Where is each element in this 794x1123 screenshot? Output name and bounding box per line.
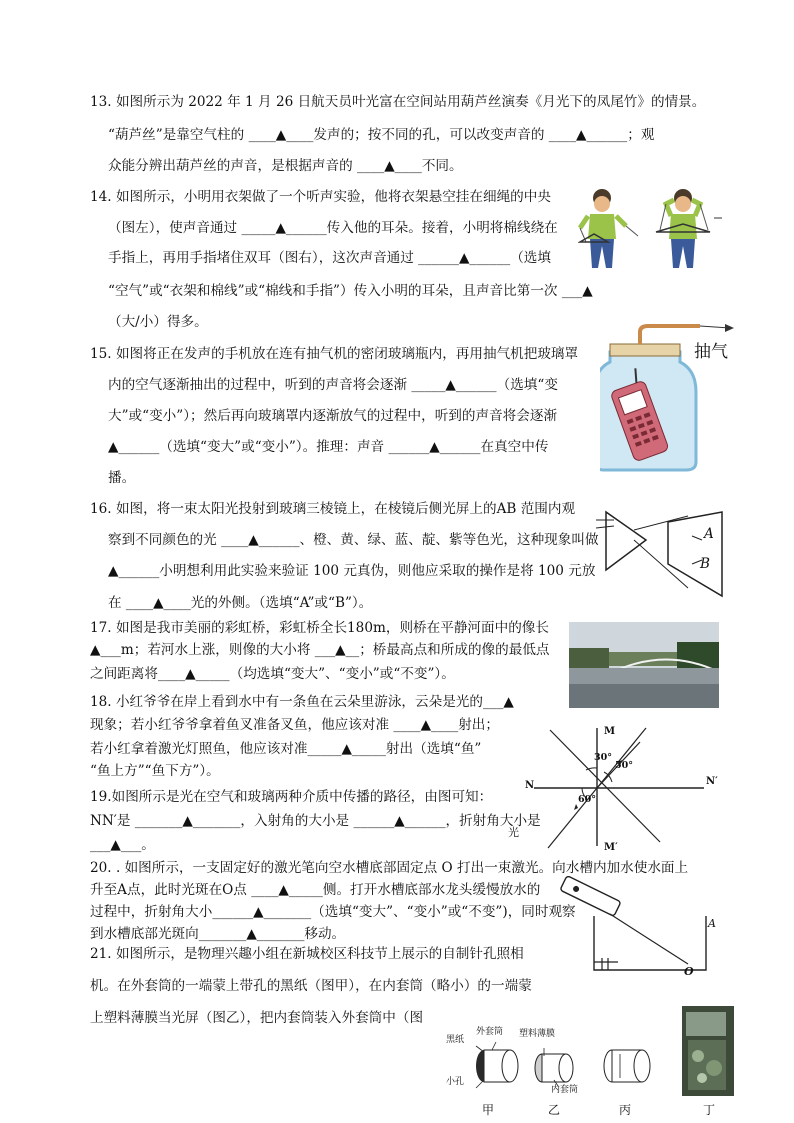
q16-line1: 16. 如图，将一束太阳光投射到玻璃三棱镜上，在棱镜后侧光屏上的AB 范围内观	[90, 501, 576, 517]
q17-line3: 之间距离将____▲_____（均选填“变大”、“变小”或“不变”）。	[90, 666, 455, 682]
tank-label-o: O	[684, 965, 694, 978]
angle-30-label: 30°	[594, 752, 612, 763]
refraction-label-m: M	[604, 726, 616, 737]
label-small-hole: 小孔	[446, 1077, 465, 1087]
q21-line3: 上塑料薄膜当光屏（图乙），把内套筒装入外套筒中（图	[90, 1010, 424, 1026]
q13-line2: “葫芦丝”是靠空气柱的 ____▲____发声的；按不同的孔，可以改变声音的 ____▲______；观	[108, 127, 655, 143]
q18-line2: 现象；若小红爷爷拿着鱼叉准备叉鱼，他应该对准 ____▲____射出；	[90, 717, 499, 733]
prism-label-b: B	[700, 556, 710, 572]
pinhole-image-photo	[682, 1006, 734, 1096]
label-inner-tube: 内套筒	[551, 1085, 579, 1095]
q15-line3: 大”或“变小”）；然后再向玻璃罩内逐渐放气的过程中，听到的声音将会逐渐	[108, 408, 558, 424]
angle-50-label: 50°	[615, 760, 633, 771]
label-black-paper: 黑纸	[446, 1035, 465, 1045]
q18-line4: “鱼上方”“鱼下方”）。	[90, 763, 220, 779]
prism-figure	[596, 508, 726, 598]
q20-line1: 20. . 如图所示，一支固定好的激光笔向空水槽底部固定点 O 打出一束激光。向水槽内加水使水面上	[90, 860, 689, 876]
label-plastic-film: 塑料薄膜	[519, 1029, 556, 1039]
q15-line1: 15. 如图将正在发声的手机放在连有抽气机的密闭玻璃瓶内，再用抽气机把玻璃罩	[90, 346, 579, 362]
refraction-label-n: N	[525, 780, 535, 791]
q16-line3: ▲______小明想利用此实验来验证 100 元真伪，则他应采取的操作是将 100 元放	[108, 563, 596, 579]
listening-experiment-figure	[578, 184, 723, 274]
q13-line3: 众能分辨出葫芦丝的声音，是根据声音的 ____▲____不同。	[108, 158, 463, 174]
q14-line3: 手指上，再用手指堵住双耳（图右），这次声音通过 ______▲______（选填	[108, 250, 551, 266]
q14-line1: 14. 如图所示，小明用衣架做了一个听声实验，他将衣架悬空挂在细绳的中央	[90, 189, 551, 205]
refraction-label-n2: N′	[706, 776, 718, 787]
tank-label-a: A	[708, 917, 716, 930]
q19-line3: ___▲___。	[90, 837, 155, 853]
label-outer-tube: 外套筒	[476, 1027, 504, 1037]
pump-label: 抽气	[694, 342, 728, 362]
caption-ding: 丁	[703, 1103, 716, 1117]
q14-line5: （大/小）得多。	[108, 314, 208, 330]
prism-label-a: A	[704, 526, 714, 542]
caption-yi: 乙	[548, 1103, 561, 1117]
q15-line5: 播。	[108, 470, 136, 486]
q16-line2: 察到不同颜色的光 ____▲______、橙、黄、绿、蓝、靛、紫等色光，这种现象叫做	[108, 532, 599, 548]
q20-line2: 升至A点，此时光斑在O点 ____▲_____侧。打开水槽底部水龙头缓慢放水的	[90, 882, 541, 898]
q15-line2: 内的空气逐渐抽出的过程中，听到的声音将会逐渐 _____▲______（选填“变	[108, 377, 558, 393]
q17-line2: ▲___m；若河水上涨，则像的大小将 ___▲__；桥最高点和所成的像的最低点	[90, 642, 550, 658]
water-tank-figure	[556, 876, 716, 976]
caption-jia: 甲	[482, 1103, 495, 1117]
q19-line1: 19.如图所示是光在空气和玻璃两种介质中传播的路径，由图可知：	[90, 789, 493, 805]
q14-line4: “空气”或“衣架和棉线”或“棉线和手指”）传入小明的耳朵，且声音比第一次 ___▲	[108, 283, 593, 299]
q20-line4: 到水槽底部光斑向_______▲_______移动。	[90, 926, 346, 942]
caption-bing: 丙	[619, 1103, 632, 1117]
q16-line4: 在 ____▲____光的外侧。（选填“A”或“B”）。	[108, 595, 373, 611]
q21-line2: 机。在外套筒的一端蒙上带孔的黑纸（图甲），在内套筒（略小）的一端蒙	[90, 978, 532, 994]
q18-line1: 18. 小红爷爷在岸上看到水中有一条鱼在云朵里游泳，云朵是光的___▲	[90, 694, 514, 710]
q21-line1: 21. 如图所示，是物理兴趣小组在新城校区科技节上展示的自制针孔照相	[90, 946, 524, 962]
refraction-label-m2: M′	[604, 842, 618, 853]
q15-line4: ▲______（选填“变大”或“变小”）。推理：声音 ______▲______在真空中传	[108, 439, 549, 455]
q19-line2: NN′是 _______▲_______，入射角的大小是 ______▲______，折射角大小是	[90, 813, 541, 829]
q20-line3: 过程中，折射角大小______▲_______（选填“变大”、“变小”或“不变”)，同时观察	[90, 904, 576, 920]
q19-edge-text: 光	[508, 826, 519, 839]
q17-line1: 17. 如图是我市美丽的彩虹桥，彩虹桥全长180m，则桥在平静河面中的像长	[90, 620, 549, 636]
q14-line2: （图左），使声音通过 _____▲______传入他的耳朵。接着，小明将棉线绕在	[108, 220, 558, 236]
rainbow-bridge-photo	[569, 622, 719, 708]
angle-60-label: 60°	[578, 794, 596, 805]
q18-line3: 若小红拿着激光灯照鱼，他应该对准_____▲_____射出（选填“鱼”	[90, 741, 482, 757]
q13-line1: 13. 如图所示为 2022 年 1 月 26 日航天员叶光富在空间站用葫芦丝演奏《月光下的凤尾竹》的情景。	[90, 94, 706, 110]
